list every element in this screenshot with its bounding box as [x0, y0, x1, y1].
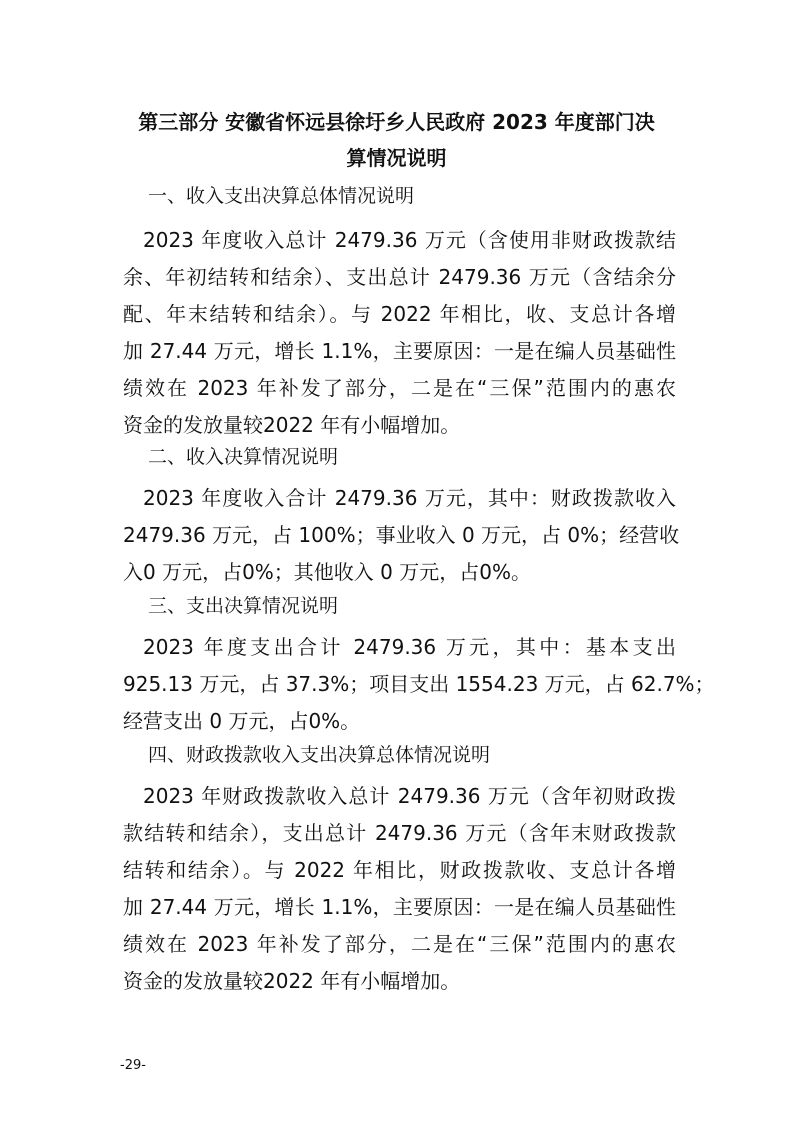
section-paragraph-3	[123, 629, 715, 740]
page-title-line-1: 第三部分 安徽省怀远县徐圩乡人民政府 2023 年度部门决	[138, 110, 655, 134]
paragraph-line: 配、年末结转和结余）。与 2022 年相比，收、支总计各增	[123, 302, 676, 326]
section-paragraph-1	[123, 222, 676, 444]
paragraph-line: 绩效在 2023 年补发了部分，二是在“三保”范围内的惠农	[123, 932, 676, 956]
paragraph-line: 余、年初结转和结余）、支出总计 2479.36 万元（含结余分	[123, 265, 676, 289]
paragraph-line: 加 27.44 万元，增长 1.1%，主要原因：一是在编人员基础性	[123, 339, 676, 363]
paragraph-line: 2023 年度支出合计 2479.36 万元，其中：基本支出	[143, 635, 676, 659]
paragraph-line: 2023 年度收入总计 2479.36 万元（含使用非财政拨款结	[143, 228, 676, 252]
section-paragraph-4	[123, 778, 676, 1000]
paragraph-line: 2023 年度收入合计 2479.36 万元，其中：财政拨款收入	[143, 486, 676, 510]
paragraph-line: 款结转和结余），支出总计 2479.36 万元（含年末财政拨款	[123, 821, 676, 845]
section-heading-3: 三、支出决算情况说明	[148, 595, 339, 617]
section-paragraph-2	[123, 480, 680, 591]
section-heading-1: 一、收入支出决算总体情况说明	[148, 185, 415, 207]
paragraph-line: 2023 年财政拨款收入总计 2479.36 万元（含年初财政拨	[143, 784, 676, 808]
paragraph-line: 结转和结余）。与 2022 年相比，财政拨款收、支总计各增	[123, 858, 676, 882]
page-number: -29-	[120, 1058, 146, 1073]
paragraph-line: 经营支出 0 万元，占0%。	[123, 709, 361, 733]
paragraph-line: 资金的发放量较2022 年有小幅增加。	[123, 969, 461, 993]
paragraph-line: 绩效在 2023 年补发了部分，二是在“三保”范围内的惠农	[123, 376, 676, 400]
page-title-line-2: 算情况说明	[346, 146, 447, 170]
section-heading-2: 二、收入决算情况说明	[148, 446, 339, 468]
paragraph-line: 925.13 万元，占 37.3%；项目支出 1554.23 万元，占 62.7%；	[123, 672, 715, 696]
paragraph-line: 入0 万元，占0%；其他收入 0 万元，占0%。	[123, 560, 531, 584]
paragraph-line: 2479.36 万元，占 100%；事业收入 0 万元，占 0%；经营收	[123, 523, 680, 547]
paragraph-line: 加 27.44 万元，增长 1.1%，主要原因：一是在编人员基础性	[123, 895, 676, 919]
paragraph-line: 资金的发放量较2022 年有小幅增加。	[123, 413, 461, 437]
page-title	[120, 104, 673, 176]
section-heading-4: 四、财政拨款收入支出决算总体情况说明	[148, 744, 491, 766]
